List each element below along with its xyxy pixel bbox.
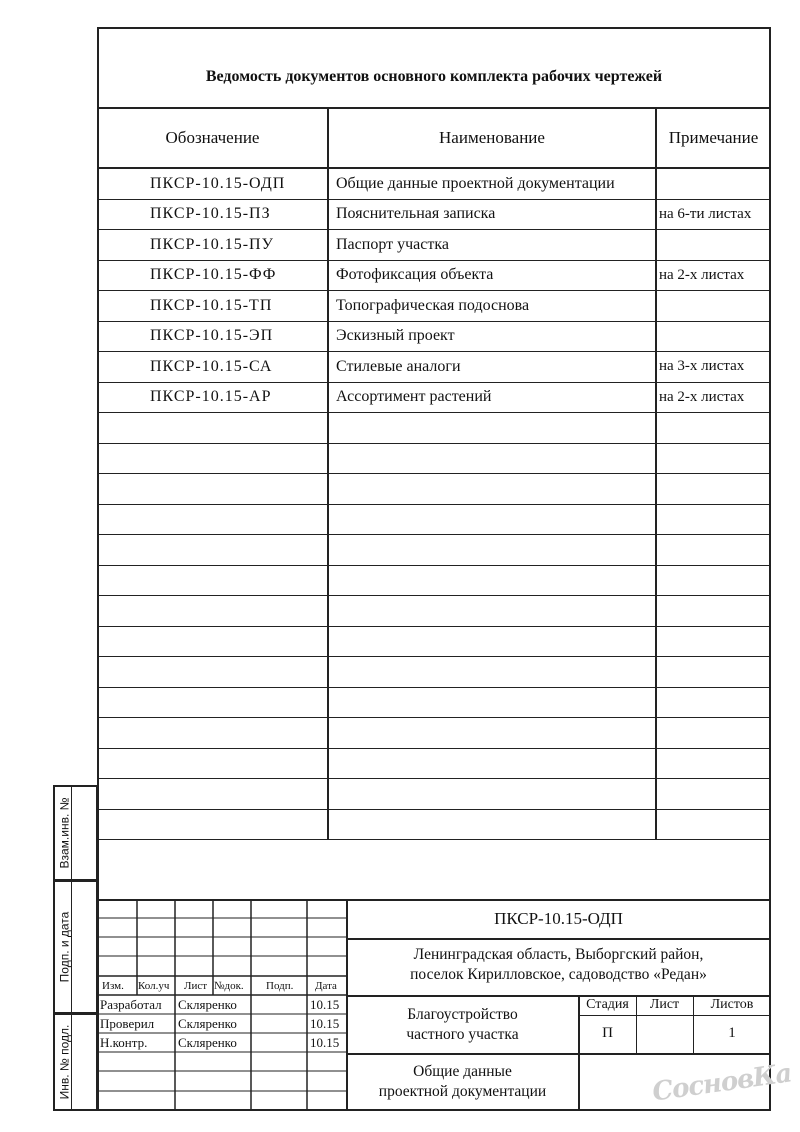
stamp-sheets-label: Листов (710, 997, 754, 1012)
stamp-header-izm: Изм. (102, 980, 124, 992)
table-row (97, 322, 771, 353)
row-note: на 6-ти листах (659, 205, 752, 222)
table-row (97, 535, 771, 566)
table-row (97, 566, 771, 597)
row-name: Ассортимент растений (336, 388, 492, 406)
row-name: Пояснительная записка (336, 205, 496, 223)
row-code: ПКСР-10.15-АР (150, 388, 272, 406)
stamp-person: Скляренко (178, 1016, 237, 1031)
row-note (656, 322, 774, 352)
table-row (97, 718, 771, 749)
document-title: Ведомость документов основного комплекта рабочих чертежей (97, 27, 771, 109)
stamp-role: Разработал (100, 997, 162, 1012)
side-block-swap (53, 785, 98, 881)
table-row (97, 352, 771, 383)
stamp-role: Н.контр. (100, 1035, 148, 1050)
table-row (97, 261, 771, 292)
table-row (97, 596, 771, 627)
row-note: на 2-х листах (659, 388, 745, 405)
side-label-inv: Инв. № подл. (57, 1024, 71, 1100)
table-row (97, 779, 771, 810)
stamp-sheet-label: Лист (649, 997, 680, 1012)
stamp-date: 10.15 (310, 1035, 340, 1050)
stamp-object-line-2: частного участка (406, 1026, 519, 1043)
stamp-header-list: Лист (184, 980, 208, 992)
row-name: Общие данные проектной документации (336, 174, 615, 192)
stamp-line (346, 938, 771, 940)
side-label-sign-date: Подп. и дата (57, 911, 71, 983)
column-header-name: Наименование (328, 109, 656, 169)
stamp-doc-line-2: проектной документации (378, 1083, 547, 1100)
table-row (97, 444, 771, 475)
stamp-person: Скляренко (178, 997, 237, 1012)
table-row (97, 230, 771, 261)
table-row (97, 291, 771, 322)
row-name: Топографическая подоснова (336, 296, 530, 314)
side-block-inv (53, 1013, 98, 1111)
stamp-object-line-1: Благоустройство (407, 1006, 518, 1023)
table-row (97, 627, 771, 658)
row-name: Эскизный проект (336, 327, 455, 345)
row-name: Стилевые аналоги (336, 357, 461, 375)
table-row (97, 810, 771, 841)
stamp-stage-value: П (602, 1025, 613, 1041)
row-note (656, 230, 774, 260)
row-name: Паспорт участка (336, 235, 449, 253)
stamp-stage-label: Стадия (586, 997, 629, 1012)
stamp-location-line-2: поселок Кирилловское, садоводство «Редан» (410, 966, 707, 983)
side-label-swap: Взам.инв. № (57, 797, 72, 869)
stamp-header-podp: Подп. (266, 980, 294, 992)
row-code: ПКСР-10.15-ОДП (150, 174, 286, 192)
table-row (97, 657, 771, 688)
table-row (97, 200, 771, 231)
stamp-line (346, 1053, 771, 1055)
row-code: ПКСР-10.15-ПУ (150, 235, 274, 253)
stamp-person: Скляренко (178, 1035, 237, 1050)
side-divider (71, 785, 72, 1111)
table-row (97, 413, 771, 444)
table-row (97, 474, 771, 505)
row-code: ПКСР-10.15-ФФ (150, 266, 277, 284)
row-code: ПКСР-10.15-СА (150, 357, 273, 375)
stamp-code: ПКСР-10.15-ОДП (494, 908, 623, 928)
side-block-sign-date (53, 880, 98, 1014)
row-note: на 3-х листах (659, 358, 745, 375)
column-header-designation: Обозначение (97, 109, 328, 169)
table-row (97, 749, 771, 780)
table-row (97, 505, 771, 536)
stamp-header-ndok: №док. (214, 980, 244, 992)
row-note (656, 291, 774, 321)
stamp-date: 10.15 (310, 997, 340, 1012)
stamp-header-data: Дата (315, 980, 337, 992)
row-code: ПКСР-10.15-ЭП (150, 327, 274, 345)
row-note (656, 169, 774, 199)
row-name: Фотофиксация объекта (336, 266, 494, 284)
table-row (97, 688, 771, 719)
stamp-doc-line-1: Общие данные (413, 1063, 512, 1080)
stamp-header-kol: Кол.уч (138, 980, 170, 992)
stamp-location-line-1: Ленинградская область, Выборгский район, (413, 946, 704, 963)
column-header-note: Примечание (656, 109, 771, 169)
table-row (97, 383, 771, 414)
table-row (97, 169, 771, 200)
stamp-sheets-value: 1 (728, 1025, 736, 1041)
row-note: на 2-х листах (659, 266, 745, 283)
stamp-role: Проверил (100, 1016, 155, 1031)
row-code: ПКСР-10.15-ТП (150, 296, 273, 314)
row-code: ПКСР-10.15-ПЗ (150, 205, 271, 223)
stamp-date: 10.15 (310, 1016, 340, 1031)
stamp-line (579, 1015, 771, 1016)
watermark-logo: СосновКа (650, 1058, 794, 1108)
